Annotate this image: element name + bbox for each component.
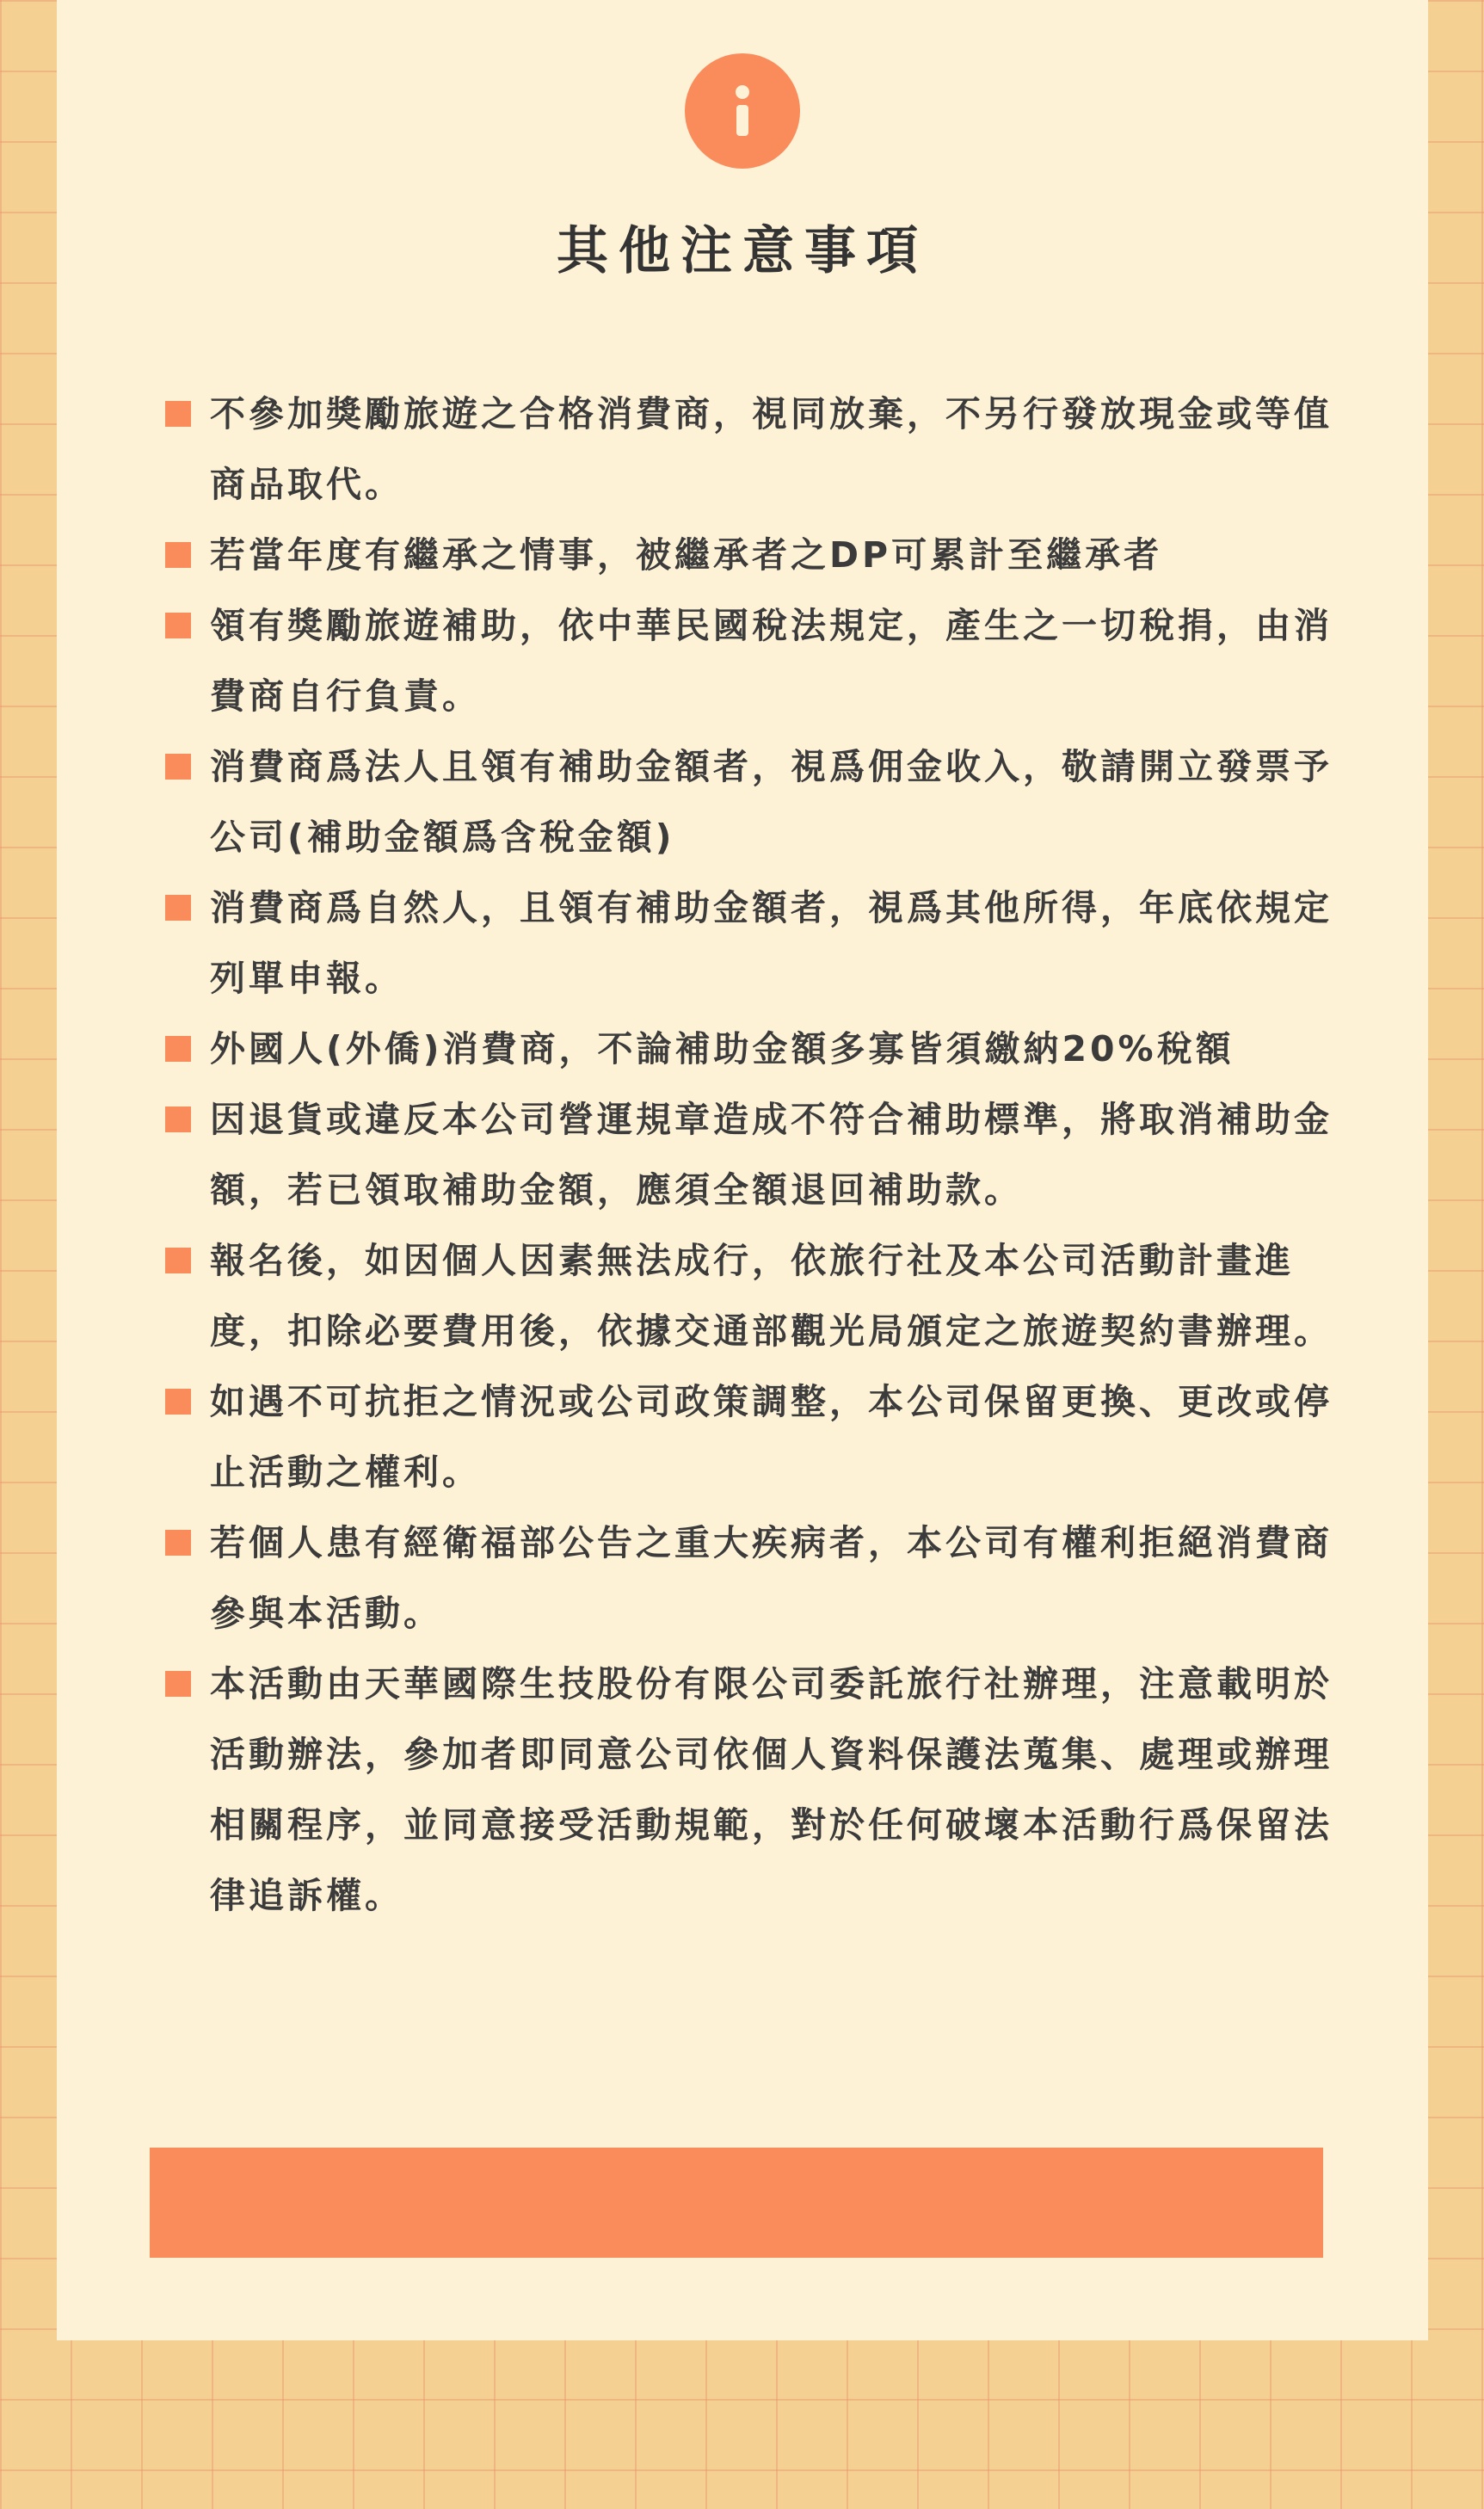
notice-text: 領有獎勵旅遊補助，依中華民國稅法規定，產生之一切稅捐，由消費商自行負責。 xyxy=(210,605,1333,717)
list-item xyxy=(165,1507,1370,1649)
list-item xyxy=(165,379,1370,520)
list-item xyxy=(165,590,1370,731)
list-item xyxy=(165,520,1370,590)
notice-card xyxy=(57,0,1428,2340)
notice-text: 不參加獎勵旅遊之合格消費商，視同放棄，不另行發放現金或等值商品取代。 xyxy=(210,393,1333,505)
notice-text: 報名後，如因個人因素無法成行，依旅行社及本公司活動計畫進度，扣除必要費用後，依據交通部觀光局頒定之旅遊契約書辦理。 xyxy=(210,1240,1333,1352)
square-bullet-icon xyxy=(165,895,191,921)
notice-text: 本活動由天華國際生技股份有限公司委託旅行社辦理，注意載明於活動辦法，參加者即同意公司依個人資料保護法蒐集、處理或辦理相關程序，並同意接受活動規範，對於任何破壞本活動行爲保留法律追訴權。 xyxy=(210,1663,1333,1916)
square-bullet-icon xyxy=(165,1389,191,1415)
notice-text: 若個人患有經衛福部公告之重大疾病者，本公司有權利拒絕消費商參與本活動。 xyxy=(210,1522,1333,1634)
square-bullet-icon xyxy=(165,1248,191,1273)
list-item xyxy=(165,1649,1370,1931)
list-item xyxy=(165,731,1370,872)
notice-list xyxy=(165,379,1370,1931)
notice-text: 若當年度有繼承之情事，被繼承者之DP可累計至繼承者 xyxy=(210,534,1163,576)
list-item xyxy=(165,1366,1370,1507)
square-bullet-icon xyxy=(165,542,191,568)
list-item xyxy=(165,1225,1370,1366)
square-bullet-icon xyxy=(165,401,191,427)
list-item xyxy=(165,872,1370,1014)
notice-text: 如遇不可抗拒之情況或公司政策調整，本公司保留更換、更改或停止活動之權利。 xyxy=(210,1381,1333,1493)
list-item xyxy=(165,1084,1370,1225)
notice-text: 消費商爲法人且領有補助金額者，視爲佣金收入，敬請開立發票予公司(補助金額爲含稅金額) xyxy=(210,746,1333,858)
page-title: 其他注意事項 xyxy=(557,221,928,281)
footer-bar xyxy=(150,2148,1323,2258)
info-icon xyxy=(685,53,800,169)
square-bullet-icon xyxy=(165,1036,191,1062)
square-bullet-icon xyxy=(165,613,191,638)
notice-text: 消費商爲自然人，且領有補助金額者，視爲其他所得，年底依規定列單申報。 xyxy=(210,887,1333,999)
list-item xyxy=(165,1014,1370,1084)
square-bullet-icon xyxy=(165,1671,191,1697)
notice-text: 因退貨或違反本公司營運規章造成不符合補助標準，將取消補助金額，若已領取補助金額，應須全額退回補助款。 xyxy=(210,1099,1333,1211)
square-bullet-icon xyxy=(165,1530,191,1556)
square-bullet-icon xyxy=(165,1107,191,1132)
notice-text: 外國人(外僑)消費商，不論補助金額多寡皆須繳納20%稅額 xyxy=(210,1028,1235,1070)
square-bullet-icon xyxy=(165,754,191,780)
